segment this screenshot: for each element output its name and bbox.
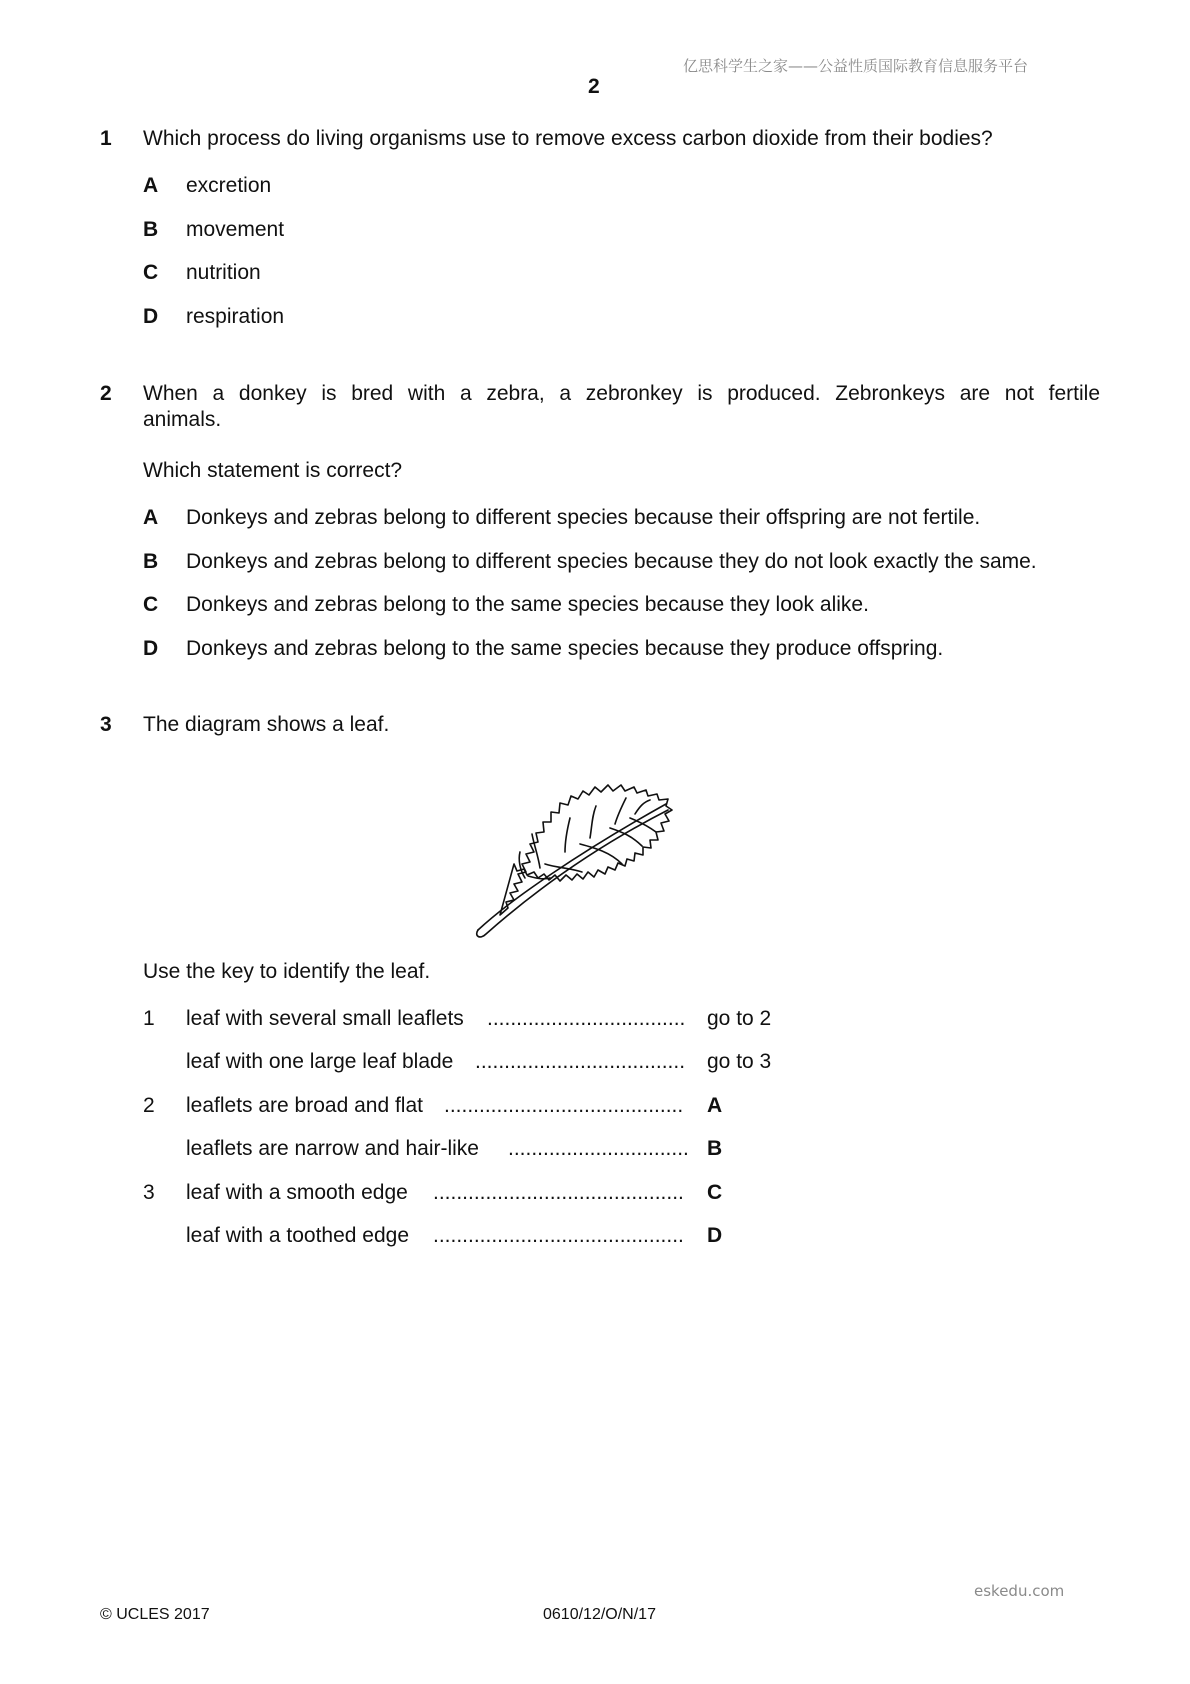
paper-code: 0610/12/O/N/17 [543, 1606, 656, 1623]
option-text: Donkeys and zebras belong to the same species because they look alike. [186, 593, 869, 616]
option-letter: B [143, 218, 159, 241]
option-text: Donkeys and zebras belong to the same species because they produce offspring. [186, 637, 944, 660]
key-description: leaf with a smooth edge [186, 1181, 408, 1204]
option-text: excretion [186, 174, 272, 197]
key-step-number: 2 [143, 1094, 155, 1117]
option-letter: D [143, 305, 159, 328]
key-leader-dots: ......................................... [444, 1094, 684, 1117]
watermark-top: 亿思科学生之家——公益性质国际教育信息服务平台 [683, 57, 1029, 75]
option-text: movement [186, 218, 285, 241]
option-letter: C [143, 593, 159, 616]
key-leader-dots: .................................... [475, 1050, 686, 1073]
option-letter: B [143, 550, 159, 573]
watermark-bottom: eskedu.com [974, 1582, 1065, 1600]
option-letter: A [143, 506, 159, 529]
question-number: 2 [100, 382, 112, 405]
option-text: respiration [186, 305, 285, 328]
question-stem-line2: animals. [143, 408, 222, 431]
question-stem: The diagram shows a leaf. [143, 713, 390, 736]
key-leader-dots: .................................. [487, 1007, 686, 1030]
key-description: leaf with several small leaflets [186, 1007, 464, 1030]
option-letter: C [143, 261, 159, 284]
key-outcome: D [707, 1224, 723, 1247]
key-leader-dots: ............................... [508, 1137, 689, 1160]
question-stem: Which process do living organisms use to remove excess carbon dioxide from their bodies? [143, 127, 993, 150]
key-leader-dots: ........................................... [433, 1224, 684, 1247]
question-number: 3 [100, 713, 112, 736]
key-description: leaflets are broad and flat [186, 1094, 423, 1117]
page-number: 2 [588, 75, 600, 98]
key-outcome: C [707, 1181, 723, 1204]
option-letter: D [143, 637, 159, 660]
option-letter: A [143, 174, 159, 197]
key-outcome: A [707, 1094, 723, 1117]
option-text: nutrition [186, 261, 261, 284]
key-leader-dots: ........................................... [433, 1181, 684, 1204]
key-outcome: B [707, 1137, 723, 1160]
key-outcome: go to 2 [707, 1007, 772, 1030]
leaf-diagram [470, 760, 730, 940]
option-text: Donkeys and zebras belong to different species because they do not look exactly the same. [186, 550, 1037, 573]
leaf-midrib [477, 810, 668, 937]
question-number: 1 [100, 127, 112, 150]
key-description: leaf with one large leaf blade [186, 1050, 454, 1073]
question-stem-line1: When a donkey is bred with a zebra, a zebronkey is produced. Zebronkeys are not fertile [143, 382, 1100, 405]
key-outcome: go to 3 [707, 1050, 772, 1073]
key-description: leaflets are narrow and hair-like [186, 1137, 479, 1160]
option-text: Donkeys and zebras belong to different species because their offspring are not fertile. [186, 506, 981, 529]
leaf-outline [500, 785, 672, 915]
question-prompt: Use the key to identify the leaf. [143, 960, 431, 983]
key-description: leaf with a toothed edge [186, 1224, 410, 1247]
key-step-number: 1 [143, 1007, 155, 1030]
copyright: © UCLES 2017 [100, 1606, 210, 1623]
question-prompt: Which statement is correct? [143, 459, 403, 482]
key-step-number: 3 [143, 1181, 155, 1204]
